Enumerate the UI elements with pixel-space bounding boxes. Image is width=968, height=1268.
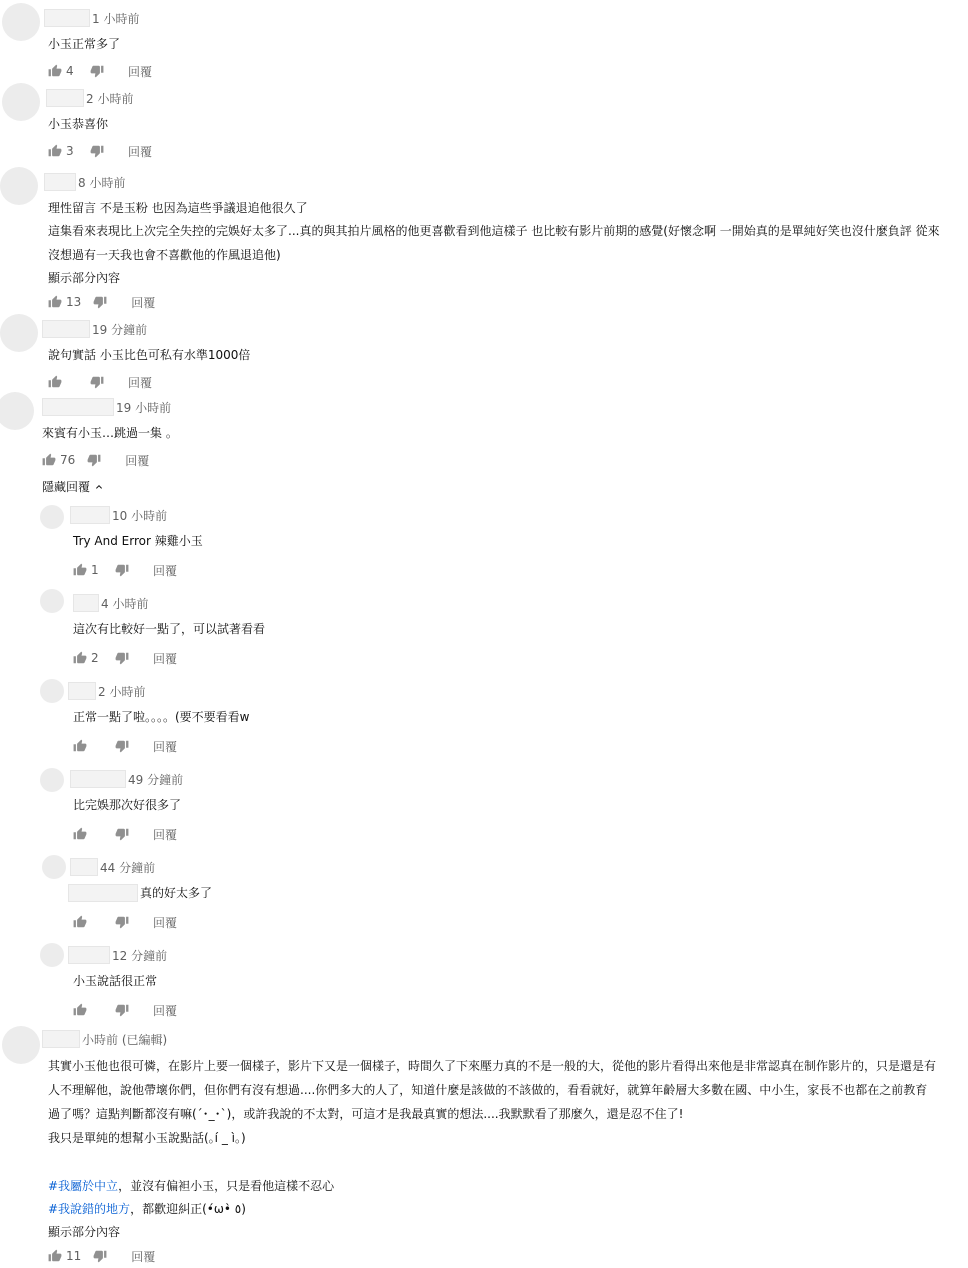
comment-text: 人不理解他，說他帶壞你們，但你們有沒有想過....你們多大的人了，知道什麼是該做的不該做的，看看就好，就算年齡層大多數在國、中小生，家長不也都在之前教育 [48, 1083, 928, 1097]
like-count: 2 [91, 651, 99, 665]
thumbs-up-icon[interactable] [73, 915, 87, 929]
reply-time[interactable]: 49 分鐘前 [128, 772, 184, 787]
avatar[interactable] [40, 589, 64, 613]
thumbs-up-icon[interactable] [73, 651, 87, 665]
reply-actions [73, 1001, 177, 1019]
reply-actions [73, 825, 177, 843]
reply-text [68, 881, 212, 905]
reply-time[interactable]: 44 分鐘前 [100, 860, 156, 875]
reply-button[interactable]: 回覆 [125, 453, 150, 468]
like-count: 4 [66, 64, 74, 78]
username-redacted[interactable] [44, 9, 90, 27]
comment-time[interactable]: 1 小時前 [92, 11, 140, 26]
comment-header [42, 1030, 167, 1048]
reply-button[interactable]: 回覆 [128, 375, 153, 390]
comment-text: 來賓有小玉…跳過一集 。 [42, 426, 178, 440]
thumbs-up-icon[interactable] [73, 563, 87, 577]
thumbs-down-icon[interactable] [90, 64, 104, 78]
thumbs-up-icon[interactable] [48, 295, 62, 309]
avatar[interactable] [0, 167, 38, 205]
like-count: 11 [66, 1249, 82, 1263]
username-redacted[interactable] [42, 398, 114, 416]
hashtag-link[interactable]: #我說錯的地方 [48, 1202, 131, 1216]
avatar[interactable] [2, 1026, 40, 1064]
reply-actions [73, 737, 177, 755]
avatar[interactable] [42, 855, 66, 879]
reply-header [68, 682, 145, 700]
hide-replies-button[interactable] [42, 478, 105, 495]
chevron-up-icon [93, 481, 105, 493]
thumbs-up-icon[interactable] [73, 739, 87, 753]
comment-text: 我只是單純的想幫小玉說點話(｡í _ ì｡) [48, 1131, 246, 1145]
username-redacted[interactable] [70, 770, 126, 788]
comment-actions [42, 451, 149, 469]
thumbs-down-icon[interactable] [115, 739, 129, 753]
reply-header [73, 594, 148, 612]
thumbs-down-icon[interactable] [93, 295, 107, 309]
thumbs-down-icon[interactable] [90, 144, 104, 158]
reply-time[interactable]: 12 分鐘前 [112, 948, 168, 963]
comment-time[interactable]: 小時前 (已編輯) [82, 1032, 168, 1047]
reply-actions [73, 913, 177, 931]
thumbs-up-icon[interactable] [48, 1249, 62, 1263]
like-count: 3 [66, 144, 74, 158]
comment-header [44, 173, 125, 191]
reply-text: 這次有比較好一點了，可以試著看看 [73, 622, 266, 636]
username-redacted[interactable] [42, 1030, 80, 1048]
reply-button[interactable]: 回覆 [131, 295, 156, 310]
comment-header [46, 89, 133, 107]
like-count: 13 [66, 295, 82, 309]
reply-button[interactable]: 回覆 [131, 1249, 156, 1264]
avatar[interactable] [2, 83, 40, 121]
reply-text: 正常一點了啦。。。。(要不要看看w [73, 710, 250, 724]
reply-text: 比完娛那次好很多了 [73, 798, 182, 812]
username-redacted[interactable] [68, 946, 110, 964]
comment-text: 其實小玉他也很可憐，在影片上要一個樣子，影片下又是一個樣子，時間久了下來壓力真的不是一般的大，從他的影片看得出來他是非常認真在制作影片的，只是還是有 [48, 1059, 937, 1073]
thumbs-up-icon[interactable] [48, 375, 62, 389]
thumbs-down-icon[interactable] [90, 375, 104, 389]
avatar[interactable] [40, 679, 64, 703]
avatar[interactable] [0, 314, 38, 352]
thumbs-down-icon[interactable] [115, 915, 129, 929]
username-redacted[interactable] [68, 682, 96, 700]
comment-text: 小玉正常多了 [48, 37, 121, 51]
comment-text: 說句實話 小玉比色可私有水準1000倍 [48, 348, 251, 362]
comment-actions [48, 293, 155, 311]
reply-actions [73, 561, 177, 579]
reply-header [68, 946, 167, 964]
reply-header [70, 506, 167, 524]
show-more-button[interactable]: 顯示部分內容 [48, 271, 121, 285]
comment-text: 理性留言 不是玉粉 也因為這些爭議退追他很久了 [48, 201, 308, 215]
hide-replies-label: 隱藏回覆 [42, 480, 91, 494]
thumbs-up-icon[interactable] [48, 64, 62, 78]
thumbs-up-icon[interactable] [73, 1003, 87, 1017]
reply-time[interactable]: 10 小時前 [112, 508, 168, 523]
comment-header [44, 9, 139, 27]
username-redacted[interactable] [44, 173, 76, 191]
like-count: 1 [91, 563, 99, 577]
username-redacted[interactable] [42, 320, 90, 338]
thumbs-down-icon[interactable] [93, 1249, 107, 1263]
reply-time[interactable]: 2 小時前 [98, 684, 146, 699]
username-redacted[interactable] [70, 506, 110, 524]
thumbs-down-icon[interactable] [115, 651, 129, 665]
reply-button[interactable]: 回覆 [128, 144, 153, 159]
mention-redacted[interactable] [68, 884, 138, 902]
username-redacted[interactable] [46, 89, 84, 107]
comment-header [42, 398, 171, 416]
comment-text: 小玉恭喜你 [48, 117, 109, 131]
reply-button[interactable]: 回覆 [153, 1003, 178, 1018]
reply-text: Try And Error 辣雞小玉 [73, 534, 203, 548]
comment-actions [48, 142, 152, 160]
comment-text-rest: ，都歡迎糾正(•́ω•̀ ٥) [130, 1202, 246, 1216]
comment-text-rest: ，並沒有偏袒小玉，只是看他這樣不忍心 [118, 1179, 335, 1193]
reply-actions [73, 649, 177, 667]
comment-time[interactable]: 2 小時前 [86, 91, 134, 106]
avatar[interactable] [2, 3, 40, 41]
comment-actions [48, 62, 152, 80]
comment-time[interactable]: 19 小時前 [116, 400, 172, 415]
username-redacted[interactable] [70, 858, 98, 876]
reply-text: 小玉說話很正常 [73, 974, 158, 988]
avatar[interactable] [40, 505, 64, 529]
comment-actions [48, 1247, 155, 1265]
avatar[interactable] [40, 768, 64, 792]
show-more-button[interactable]: 顯示部分內容 [48, 1225, 121, 1239]
reply-time[interactable]: 4 小時前 [101, 596, 149, 611]
comment-text: 這集看來表現比上次完全失控的完娛好太多了...真的與其拍片風格的他更喜歡看到他這樣子 也比較有影片前期的感覺(好懷念啊 一開始真的是單純好笑也沒什麼負評 從來 [48, 224, 940, 238]
comment-time[interactable]: 19 分鐘前 [92, 322, 148, 337]
thumbs-down-icon[interactable] [87, 453, 101, 467]
reply-button[interactable]: 回覆 [153, 739, 178, 754]
comment-header [42, 320, 147, 338]
thumbs-down-icon[interactable] [115, 827, 129, 841]
reply-button[interactable]: 回覆 [153, 563, 178, 578]
comment-text [48, 1197, 246, 1221]
comment-actions [48, 373, 152, 391]
reply-button[interactable]: 回覆 [153, 827, 178, 842]
reply-button[interactable]: 回覆 [153, 651, 178, 666]
comment-text: 過了嗎？這點判斷都沒有嘛(´･_･`)，或許我說的不太對，可這才是我最真實的想法....我默默看了那麼久，還是忍不住了! [48, 1107, 684, 1121]
thumbs-up-icon[interactable] [42, 453, 56, 467]
reply-header [70, 770, 183, 788]
reply-button[interactable]: 回覆 [128, 64, 153, 79]
thumbs-up-icon[interactable] [73, 827, 87, 841]
comment-text [48, 1174, 334, 1198]
avatar[interactable] [0, 392, 34, 430]
reply-header [70, 858, 155, 876]
comment-time[interactable]: 8 小時前 [78, 175, 126, 190]
thumbs-up-icon[interactable] [48, 144, 62, 158]
reply-text-content: 真的好太多了 [140, 886, 213, 900]
hashtag-link[interactable]: #我屬於中立 [48, 1179, 119, 1193]
like-count: 76 [60, 453, 76, 467]
reply-button[interactable]: 回覆 [153, 915, 178, 930]
avatar[interactable] [40, 943, 64, 967]
username-redacted[interactable] [73, 594, 99, 612]
comment-text: 沒想過有一天我也會不喜歡他的作風退追他) [48, 248, 281, 262]
thumbs-down-icon[interactable] [115, 563, 129, 577]
thumbs-down-icon[interactable] [115, 1003, 129, 1017]
